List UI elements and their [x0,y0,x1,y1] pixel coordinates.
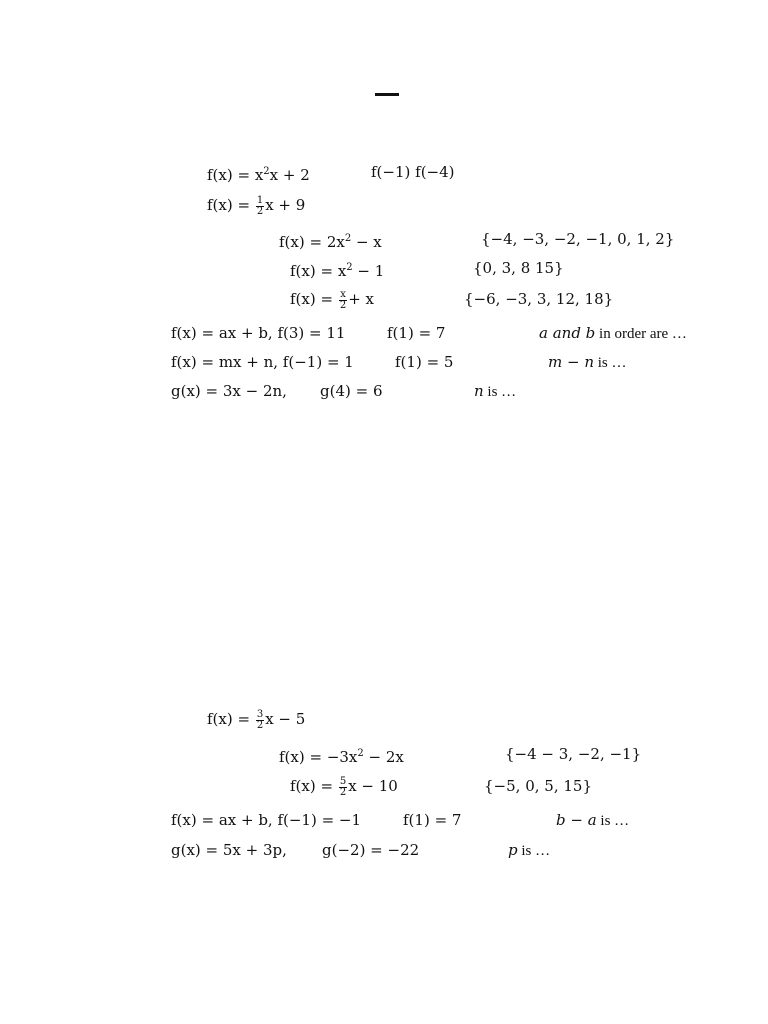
problem-1-function: $f(x) = x^2x + 2$ [207,166,310,184]
problem-11-function: f(x) = $\frac{5}{2}$ x − 10 [290,775,398,798]
problem-8-condition-2: g(4) = 6 [320,382,383,400]
problem-7-condition-2: f(1) = 5 [395,353,454,371]
problem-12-condition-2: f(1) = 7 [403,811,462,829]
problem-10-domain: {−4 − 3, −2, −1} [505,745,642,763]
problem-6-condition-2: f(1) = 7 [387,324,446,342]
problem-2-function: f(x) = $\frac{1}{2}$ x + 9 [207,194,306,217]
problem-6-question: a and b in order are … [539,324,687,342]
title-dash [375,93,399,96]
problem-5-function: f(x) = $\frac{x}{2}$ + x [290,288,374,311]
problem-13-condition: g(x) = 5x + 3p, [171,841,287,859]
problem-6-condition: f(x) = ax + b, f(3) = 11 [171,324,346,342]
problem-9-function: f(x) = $\frac{3}{2}$ x − 5 [207,708,306,731]
problem-12-question: b − a is … [556,811,630,829]
problem-3-domain: {−4, −3, −2, −1, 0, 1, 2} [481,230,675,248]
problem-8-question: n is … [474,382,517,400]
problem-13-condition-2: g(−2) = −22 [322,841,420,859]
problem-3-function: $f(x) = 2x^2 - x$ [279,233,382,251]
problem-12-condition: f(x) = ax + b, f(−1) = −1 [171,811,362,829]
problem-11-domain: {−5, 0, 5, 15} [484,777,592,795]
problem-5-domain: {−6, −3, 3, 12, 18} [464,290,614,308]
problem-13-question: p is … [508,841,551,859]
problem-1-values: f(−1) f(−4) [371,163,455,181]
problem-7-condition: f(x) = mx + n, f(−1) = 1 [171,353,354,371]
problem-7-question: m − n is … [548,353,627,371]
problem-10-function: $f(x) = -3x^2 - 2x$ [279,748,404,766]
problem-4-function: $f(x) = x^2 - 1$ [290,262,385,280]
problem-8-condition: g(x) = 3x − 2n, [171,382,287,400]
problem-4-domain: {0, 3, 8 15} [473,259,564,277]
